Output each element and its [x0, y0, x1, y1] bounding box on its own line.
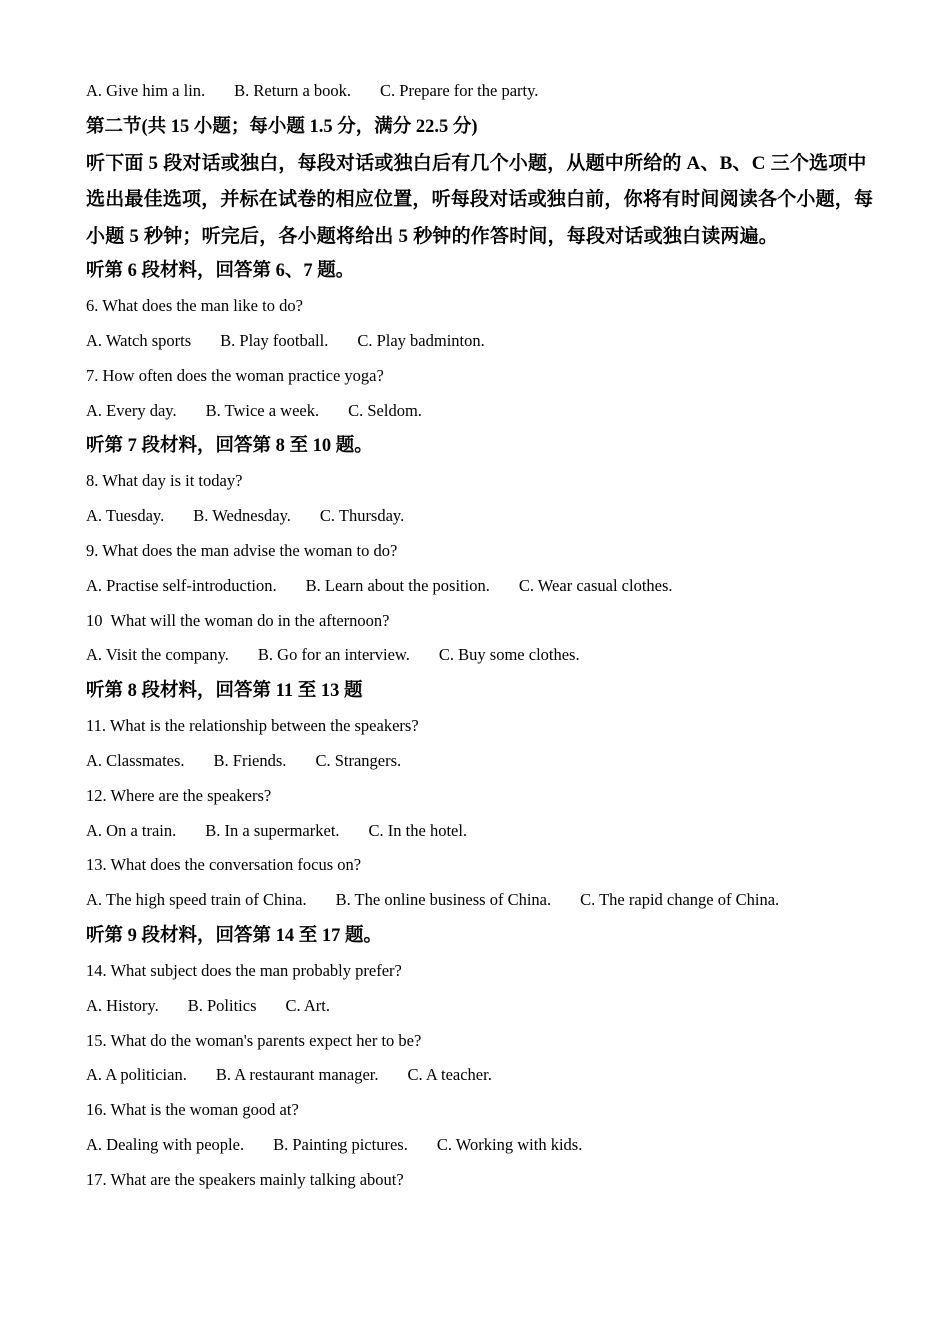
option: A. History. [86, 995, 159, 1015]
option: C. Wear casual clothes. [518, 575, 673, 595]
option: A. On a train. [86, 820, 177, 840]
question: 16. What is the woman good at? [86, 1100, 299, 1120]
option: B. The online business of China. [335, 890, 552, 910]
option: B. Politics [187, 995, 257, 1015]
option: A. Every day. [86, 400, 177, 420]
option: C. Play badminton. [357, 331, 485, 351]
exam-page [86, 80, 876, 1204]
options-row [86, 505, 876, 527]
option: A. Classmates. [86, 751, 185, 771]
option: C. The rapid change of China. [580, 890, 780, 910]
section2-title: 第二节(共 15 小题；每小题 1.5 分，满分 22.5 分) [86, 116, 478, 137]
option: B. Learn about the position. [305, 575, 490, 595]
options-row [86, 644, 876, 666]
question: 11. What is the relationship between the speakers? [86, 716, 419, 736]
option: A. Visit the company. [86, 645, 229, 665]
group-heading: 听第 8 段材料，回答第 11 至 13 题 [86, 681, 363, 702]
question: 14. What subject does the man probably prefer? [86, 961, 402, 981]
option: B. Friends. [213, 751, 287, 771]
options-row [86, 330, 876, 352]
option: C. Buy some clothes. [438, 645, 580, 665]
option: C. Seldom. [348, 400, 422, 420]
group-heading: 听第 7 段材料，回答第 8 至 10 题。 [86, 436, 373, 457]
option: B. Play football. [220, 331, 329, 351]
option: C. In the hotel. [368, 820, 468, 840]
question: 7. How often does the woman practice yoga? [86, 365, 384, 385]
option: A. Tuesday. [86, 506, 165, 526]
option: B. Return a book. [234, 81, 352, 100]
q5-options [86, 80, 876, 102]
options-row [86, 575, 876, 597]
option: A. Watch sports [86, 331, 192, 351]
option: C. Thursday. [319, 506, 405, 526]
option: C. A teacher. [407, 1065, 492, 1085]
option: C. Art. [285, 995, 330, 1015]
option: A. Dealing with people. [86, 1135, 245, 1155]
option: A. A politician. [86, 1065, 187, 1085]
options-row [86, 1134, 876, 1156]
option: B. Twice a week. [205, 400, 320, 420]
question: 8. What day is it today? [86, 471, 243, 491]
question: 9. What does the man advise the woman to do? [86, 541, 398, 561]
section2-instructions: 听下面 5 段对话或独白，每段对话或独白后有几个小题，从题中所给的 A、B、C 三个选项中选出最佳选项，并标在试卷的相应位置，听每段对话或独白前，你将有时间阅读各个小题，每小题 5 秒钟；听完后，各小题将给出 5 秒钟的作答时间，每段对话或独白读两遍。 [86, 152, 874, 247]
option: B. Go for an interview. [257, 645, 410, 665]
option: A. The high speed train of China. [86, 890, 307, 910]
options-row [86, 820, 876, 842]
option: B. Wednesday. [193, 506, 291, 526]
group-heading: 听第 9 段材料，回答第 14 至 17 题。 [86, 926, 383, 947]
question: 10 What will the woman do in the afternoon? [86, 610, 390, 630]
option: B. A restaurant manager. [215, 1065, 379, 1085]
options-row [86, 750, 876, 772]
option: B. In a supermarket. [205, 820, 340, 840]
option: C. Strangers. [315, 751, 402, 771]
option: B. Painting pictures. [273, 1135, 408, 1155]
option: C. Prepare for the party. [380, 81, 539, 100]
options-row [86, 400, 876, 422]
question: 13. What does the conversation focus on? [86, 855, 362, 875]
group-heading: 听第 6 段材料，回答第 6、7 题。 [86, 261, 355, 282]
option: A. Give him a lin. [86, 81, 206, 100]
options-row [86, 889, 876, 911]
option: A. Practise self-introduction. [86, 575, 277, 595]
options-row [86, 1064, 876, 1086]
question: 12. Where are the speakers? [86, 785, 272, 805]
question: 15. What do the woman's parents expect her to be? [86, 1030, 422, 1050]
options-row [86, 995, 876, 1017]
question: 17. What are the speakers mainly talking about? [86, 1169, 404, 1189]
question: 6. What does the man like to do? [86, 296, 303, 316]
option: C. Working with kids. [436, 1135, 583, 1155]
